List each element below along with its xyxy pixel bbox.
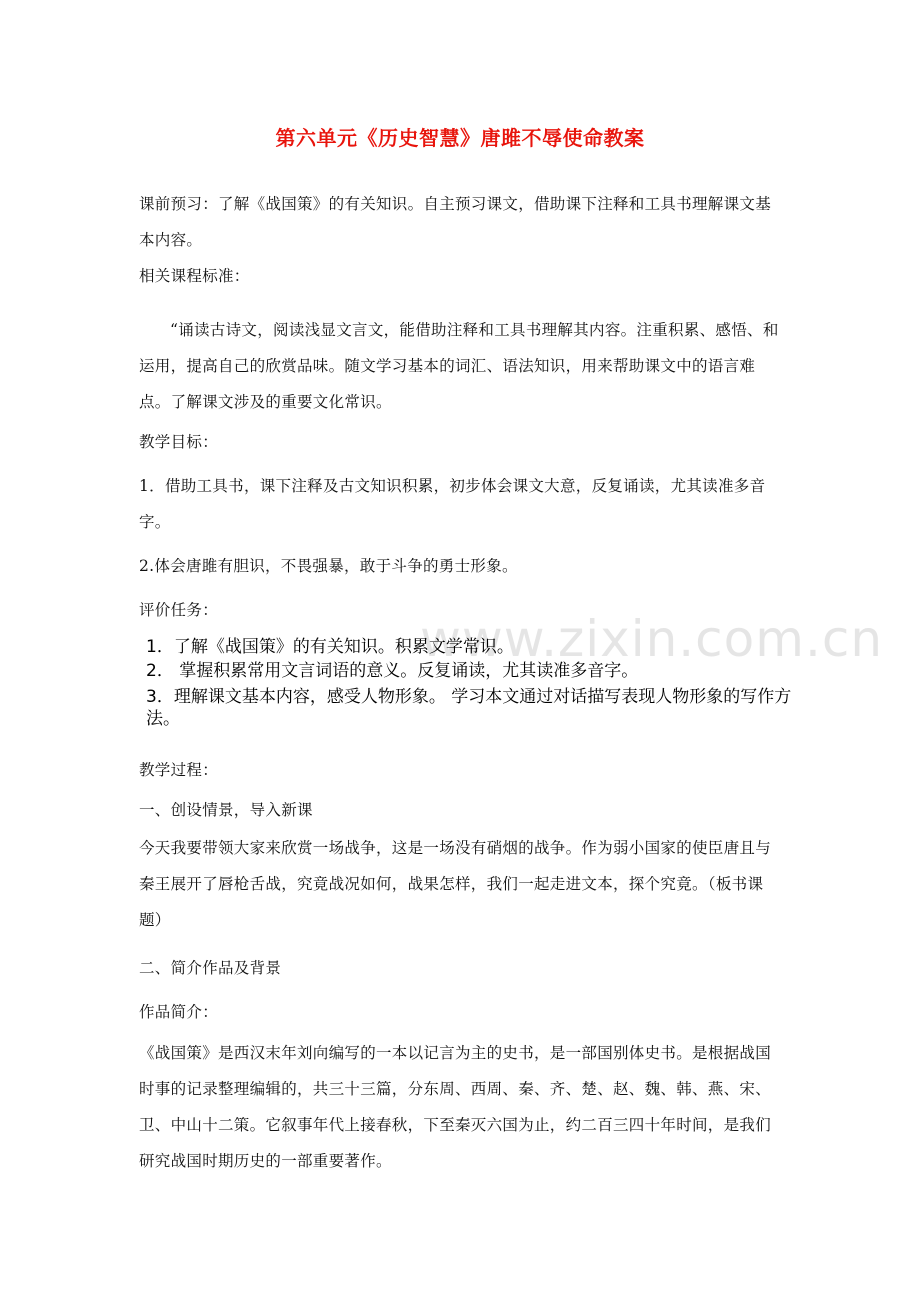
intro-paragraph: 《战国策》是西汉末年刘向编写的一本以记言为主的史书，是一部国别体史书。是根据战国时事的记录整理编辑的，共三十三篇，分东周、西周、秦、齐、楚、赵、魏、韩、燕、宋、卫、中山十二策。它叙事年代上接春秋，下至秦灭六国为止，约二百三四十年时间，是我们研究战国时期历史的一部重要著作。 <box>139 1044 772 1170</box>
goals-heading: 教学目标： <box>139 433 219 451</box>
goal-item-1: 1．借助工具书，课下注释及古文知识积累，初步体会课文大意，反复诵读，尤其读准多音字。 <box>139 477 766 531</box>
goal-item-2: 2.体会唐雎有胆识，不畏强暴，敢于斗争的勇士形象。 <box>139 557 518 575</box>
eval-heading: 评价任务： <box>139 601 219 619</box>
intro-heading: 作品简介： <box>139 1003 219 1021</box>
eval-item-3: 3．理解课文基本内容，感受人物形象。 学习本文通过对话描写表现人物形象的写作方法。 <box>146 687 792 729</box>
standard-paragraph: “诵读古诗文，阅读浅显文言文，能借助注释和工具书理解其内容。注重积累、感悟、和运用，提高自己的欣赏品味。随文学习基本的词汇、语法知识，用来帮助课文中的语言难点。了解课文涉及的重要文化常识。 <box>139 321 779 411</box>
step2-heading: 二、简介作品及背景 <box>139 959 282 977</box>
eval-item-2: 2． 掌握积累常用文言词语的意义。反复诵读，尤其读准多音字。 <box>146 661 639 681</box>
standard-heading: 相关课程标准： <box>139 267 250 285</box>
eval-item-1: 1．了解《战国策》的有关知识。积累文学常识。 <box>146 637 514 657</box>
document-title: 第六单元《历史智慧》唐雎不辱使命教案 <box>275 126 645 150</box>
preview-paragraph: 课前预习：了解《战国策》的有关知识。自主预习课文，借助课下注释和工具书理解课文基本内容。 <box>139 195 772 249</box>
step1-heading: 一、创设情景，导入新课 <box>139 801 313 819</box>
process-heading: 教学过程： <box>139 761 219 779</box>
step1-paragraph: 今天我要带领大家来欣赏一场战争，这是一场没有硝烟的战争。作为弱小国家的使臣唐且与秦王展开了唇枪舌战，究竟战况如何，战果怎样，我们一起走进文本，探个究竟。（板书课题） <box>139 839 772 929</box>
watermark: www.zixin.com.cn <box>420 610 884 668</box>
